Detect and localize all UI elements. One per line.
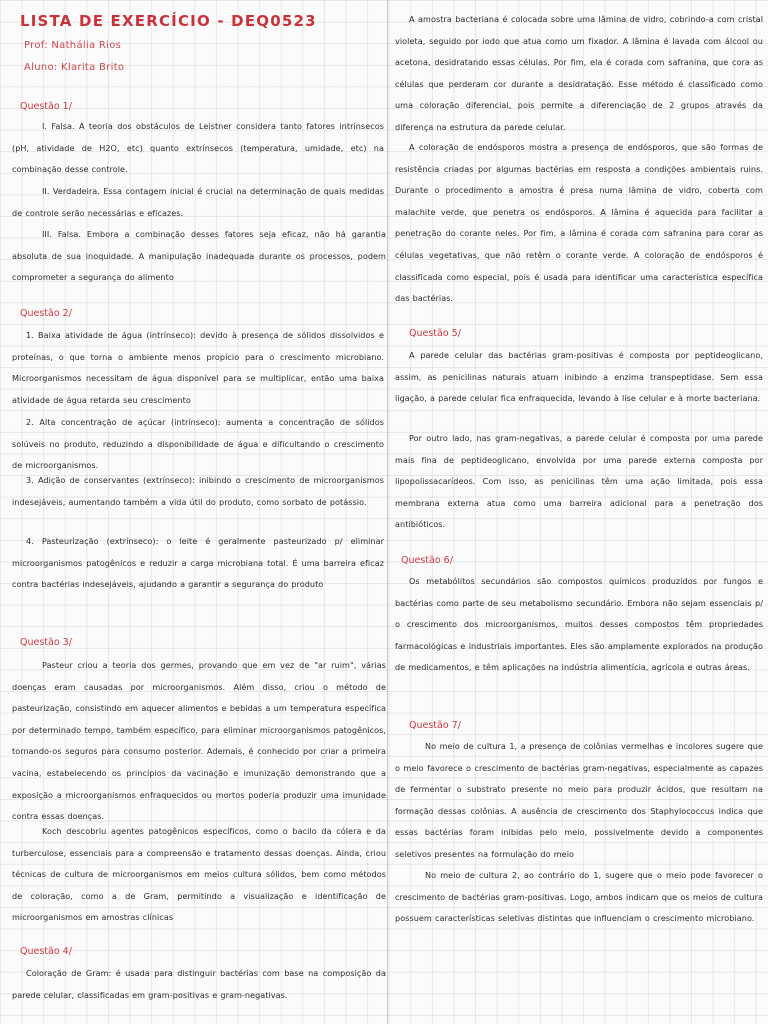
question-3-koch: Koch descobriu agentes patogênicos específicos, como o bacilo da cólera e da turberculose, essenciais para a compreensão e tratamento dessas doenças. Ainda, criou técnicas de cultura de microorganismos em meios cultura sólidos, bem como métodos de coloração, como a de Gram, permitindo a visualização e identificação de microorganismos em amostras clínicas: [12, 826, 386, 923]
student-name: Aluno: Klarita Brito: [24, 62, 125, 73]
question-2-item-2: 2. Alta concentração de açúcar (intrínseco): aumenta a concentração de sólidos solúveis no produto, reduzindo a disponibilidade de água e dificultando o crescimento de microorganismos.: [12, 417, 384, 471]
question-2-item-4: 4. Pasteurização (extrínseco): o leite é geralmente pasteurizado p/ eliminar microorganismos patogênicos e reduzir a carga microbiana total. É uma barreira eficaz contra bactérias indesejáveis, ajudando a garantir a segurança do produto: [12, 536, 384, 590]
question-5-gram-positive: A parede celular das bactérias gram-positivas é composta por peptideoglicano, assim, as penicilinas naturais atuam inibindo a enzima transpeptidase. Sem essa ligação, a parede celular fica enfraquecida, levando à lise celular e à morte bacteriana.: [395, 350, 763, 404]
question-7-medium-1: No meio de cultura 1, a presença de colônias vermelhas e incolores sugere que o meio favorece o crescimento de bactérias gram-negativas, especialmente as capazes de fermentar o substrato presente no meio para produzir ácidos, que resultam na formação dessas colônias. A ausência de crescimento dos Staphylococcus indica que essas bactérias foram inibidas pelo meio, possivelmente devido a componentes seletivos presentes na formulação do meio: [395, 741, 763, 859]
question-2-item-3: 3. Adição de conservantes (extrínseco): inibindo o crescimento de microorganismos indesejáveis, aumentando também a vida útil do produto, como sorbato de potássio.: [12, 475, 384, 507]
question-1-item-3: III. Falsa. Embora a combinação desses fatores seja eficaz, não há garantia absoluta de sua inoquidade. A manipulação inadequada durante os processos, podem comprometer a segurança do alimento: [12, 229, 386, 283]
column-divider: [387, 0, 388, 1024]
question-5-heading: Questão 5/: [409, 328, 461, 339]
question-6-answer: Os metabólitos secundários são compostos químicos produzidos por fungos e bactérias como parte de seu metabolismo secundário. Embora não sejam essenciais p/ o crescimento dos microorganismos, muitos desses compostos têm propriedades farmacológicas e industriais importantes. Eles são amplamente explorados na produção de medicamentos, e têm aplicações na indústria alimentícia, agrícola e outras áreas.: [395, 576, 763, 673]
question-4-heading: Questão 4/: [20, 946, 72, 957]
question-7-heading: Questão 7/: [409, 720, 461, 731]
question-4-endospore: A coloração de endósporos mostra a presença de endósporos, que são formas de resistência criadas por algumas bactérias em resposta a condições ambientais ruins. Durante o procedimento a amostra é presa numa lâmina de vidro, coberta com malachite verde, que penetra os endósporos. A lâmina é aquecida para facilitar a penetração do corante neles. Por fim, a lâmina é corada com safranina para corar as células vegetativas, que não retêm o corante verde. A coloração de endósporos é classificada como especial, pois é usada para identificar uma característica específica das bactérias.: [395, 142, 763, 304]
question-3-heading: Questão 3/: [20, 637, 72, 648]
question-1-item-1: I. Falsa. A teoria dos obstáculos de Leistner considera tanto fatores intrínsecos (pH, atividade de H2O, etc) quanto extrínsecos (temperatura, umidade, etc) na combinação desse controle.: [12, 121, 384, 175]
question-1-heading: Questão 1/: [20, 101, 72, 112]
question-3-pasteur: Pasteur criou a teoria dos germes, provando que em vez de "ar ruim", várias doenças eram causadas por microorganismos. Além disso, criou o método de pasteurização, consistindo em aquecer alimentos e bebidas a um temperatura específica por determinado tempo, também específico, para eliminar microorganismos patogênicos, tornando-os seguros para consumo posterior. Ademais, é conhecido por criar a primeira vacina, estabelecendo os princípios da vacinação e imunização demonstrando que a exposição a microorganismos enfraquecidos ou mortos poderia produzir uma imunidade contra essas doenças.: [12, 660, 386, 822]
question-4-gram-intro: Coloração de Gram: é usada para distinguir bactérias com base na composição da parede celular, classificadas em gram-positivas e gram-negativas.: [12, 968, 386, 1000]
question-4-gram-procedure: A amostra bacteriana é colocada sobre uma lâmina de vidro, cobrindo-a com cristal violeta, seguido por iodo que atua como um fixador. A lâmina é lavada com álcool ou acetona, desidratando essas células. Por fim, ela é corada com safranina, que cora as células que perderam cor durante a desidratação. Esse método é classificado como uma coloração diferencial, pois permite a diferenciação de 2 grupos através da diferença na estrutura da parede celular.: [395, 14, 763, 132]
question-2-heading: Questão 2/: [20, 308, 72, 319]
question-5-gram-negative: Por outro lado, nas gram-negativas, a parede celular é composta por uma parede mais fina de peptideoglicano, envolvida por uma parede externa composta por lipopolissacarídeos. Com isso, as penicilinas têm uma ação limitada, pois essa membrana externa atua como uma barreira adicional para a penetração dos antibióticos.: [395, 433, 763, 530]
question-6-heading: Questão 6/: [401, 555, 453, 566]
page-title: LISTA DE EXERCÍCIO - DEQ0523: [20, 12, 317, 30]
question-1-item-2: II. Verdadeira. Essa contagem inicial é crucial na determinação de quais medidas de controle serão necessárias e eficazes.: [12, 186, 384, 218]
question-7-medium-2: No meio de cultura 2, ao contrário do 1, sugere que o meio pode favorecer o crescimento de bactérias gram-positivas. Logo, ambos indicam que os meios de cultura possuem características seletivas distintas que influenciam o crescimento microbiano.: [395, 870, 763, 924]
question-2-item-1: 1. Baixa atividade de água (intrínseco): devido à presença de sólidos dissolvidos e proteínas, o que torna o ambiente menos propício para o crescimento microbiano. Microorganismos necessitam de água disponível para se multiplicar, então uma baixa atividade de água retarda seu crescimento: [12, 330, 384, 405]
professor-name: Prof: Nathália Rios: [24, 40, 122, 51]
